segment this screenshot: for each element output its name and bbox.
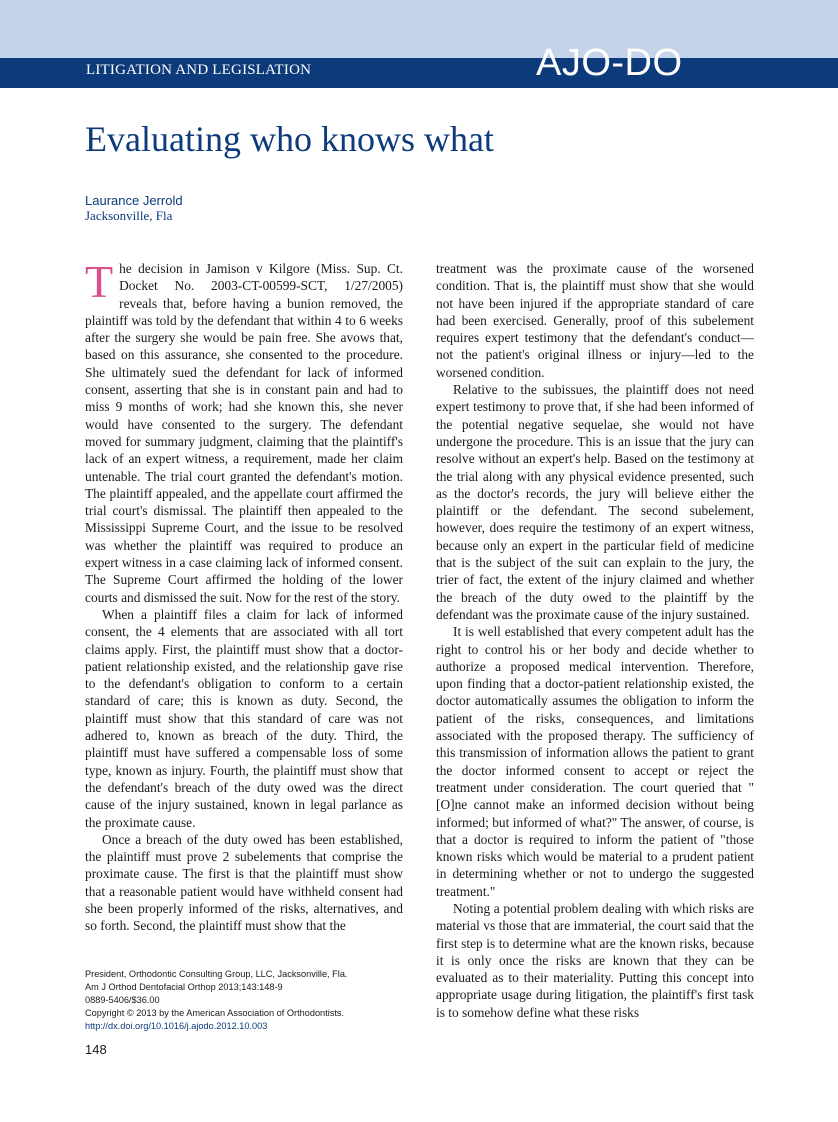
paragraph: treatment was the proximate cause of the worsened condition. That is, the plaintiff must show that she would not have been injured if the appropriate standard of care had been exercised. Generally, proof of this subelement requires expert testimony that the defendant's conduct—not the patient's original illness or injury—led to the worsened condition.	[436, 261, 754, 380]
footnote-issn: 0889-5406/$36.00	[85, 995, 160, 1005]
footnote	[85, 968, 403, 1033]
paragraph: Noting a potential problem dealing with which risks are material vs those that are immaterial, the court said that the first step is to determine what are the known risks, because it is only once the risks are known that they can be evaluated as to their materiality. Putting this concept into appropriate usage during litigation, the plaintiff's first task is to somehow define what these risks	[436, 900, 754, 1020]
footnote-copyright: Copyright © 2013 by the American Association of Orthodontists.	[85, 1008, 345, 1018]
drop-cap: T	[85, 260, 114, 307]
header-band	[0, 0, 838, 58]
paragraph: When a plaintiff files a claim for lack of informed consent, the 4 elements that are associated with all tort claims apply. First, the plaintiff must show that a doctor-patient relationship existed, and the relationship gave rise to the defendant's obligation to conform to a certain standard of care; this is known as duty. Second, the plaintiff must show that this standard of care was not adhered to, known as breach of the duty. Third, the plaintiff must have suffered a compensable loss of some type, known as injury. Fourth, the plaintiff must show that the defendant's breach of the duty owed was the direct cause of the injury sustained, known in legal parlance as the proximate cause.	[85, 606, 403, 830]
doi-link[interactable]: http://dx.doi.org/10.1016/j.ajodo.2012.10.003	[85, 1021, 268, 1031]
body-column-right	[436, 260, 754, 1035]
article-title: Evaluating who knows what	[85, 119, 494, 159]
body-column-left	[85, 260, 403, 950]
paragraph: Relative to the subissues, the plaintiff does not need expert testimony to prove that, if she had been informed of the potential negative sequelae, she would not have undergone the procedure. This is an issue that the jury can resolve without an expert's help. Based on the testimony at the trial along with any physical evidence presented, such as the doctor's records, the jury will believe either the plaintiff or the defendant. The second subelement, however, does require the testimony of an expert witness, because only an expert in the particular field of medicine that is the subject of the suit can explain to the jury, the trier of fact, the extent of the injury claimed and whether the breach of the duty owed to the plaintiff by the defendant was the proximate cause of the injury sustained.	[436, 382, 754, 622]
paragraph: Once a breach of the duty owed has been established, the plaintiff must prove 2 subelements that comprise the proximate cause. The first is that the plaintiff must show that a reasonable patient would have withheld consent had she been properly informed of the risks, alternatives, and so forth. Second, the plaintiff must show that the	[85, 831, 403, 934]
footnote-affiliation: President, Orthodontic Consulting Group, LLC, Jacksonville, Fla.	[85, 969, 348, 979]
footnote-citation: Am J Orthod Dentofacial Orthop 2013;143:148-9	[85, 982, 283, 992]
paragraph: The decision in Jamison v Kilgore (Miss. Sup. Ct. Docket No. 2003-CT-00599-SCT, 1/27/2005) reveals that, before having a bunion removed, the plaintiff was told by the defendant that within 4 to 6 weeks after the surgery she would be pain free. She avows that, based on this assurance, she consented to the procedure. She ultimately sued the defendant for lack of informed consent, asserting that she is in constant pain and had to miss 9 months of work; had she known this, she never would have consented to the surgery. The defendant moved for summary judgment, claiming that the plaintiff's lack of an expert witness, a requirement, made her claim untenable. The trial court granted the defendant's motion. The plaintiff appealed, and the appellate court affirmed the trial court's dismissal. The plaintiff then appealed to the Mississippi Supreme Court, and the issue to be resolved was whether the plaintiff was required to produce an expert witness in a case claiming lack of informed consent. The Supreme Court affirmed the holding of the lower courts and dismissed the suit. Now for the rest of the story.	[85, 260, 403, 605]
author-affiliation: Jacksonville, Fla	[85, 208, 173, 223]
section-label: LITIGATION AND LEGISLATION	[86, 62, 312, 78]
page-number: 148	[85, 1042, 107, 1057]
journal-logo: AJO-DO	[536, 42, 683, 84]
paragraph: It is well established that every competent adult has the right to control his or her body and decide whether to authorize a proposed medical intervention. Therefore, upon finding that a doctor-patient relationship existed, the doctor automatically assumes the obligation to inform the patient of the risks, consequences, and limitations associated with the proposed therapy. The sufficiency of this transmission of information allows the patient to grant the doctor informed consent to accept or reject the treatment under consideration. The court queried that "[O]ne cannot make an informed decision without being informed; but informed of what?" The answer, of course, is that a doctor is required to inform the patient of "those known risks which would be material to a prudent patient in determining whether or not to undergo the suggested treatment."	[436, 624, 754, 899]
author-name: Laurance Jerrold	[85, 193, 183, 208]
